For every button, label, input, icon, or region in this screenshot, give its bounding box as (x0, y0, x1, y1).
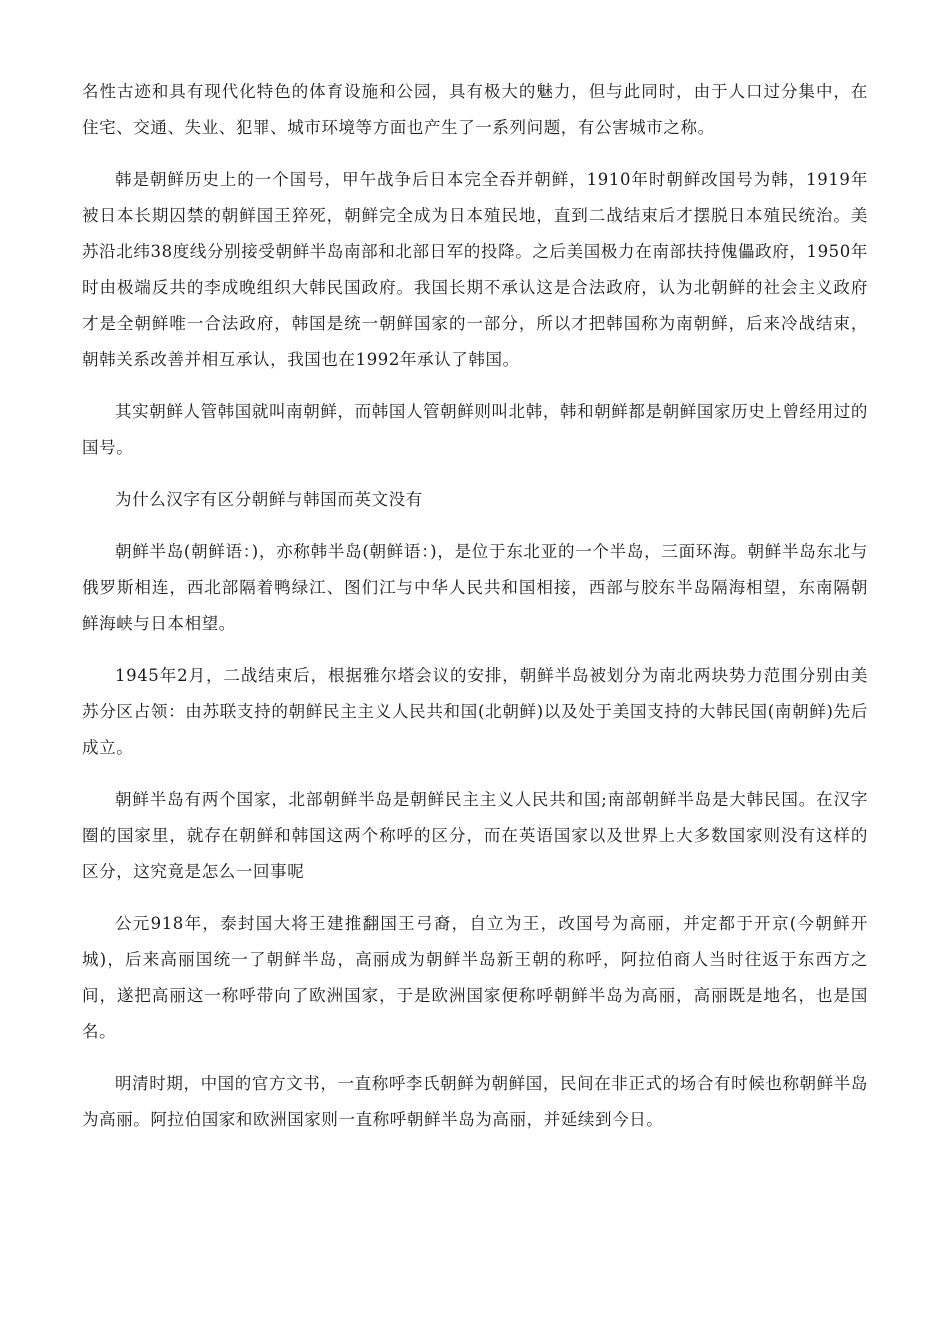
document-body (82, 74, 868, 1154)
paragraph-ming-qing: 明清时期，中国的官方文书，一直称呼李氏朝鲜为朝鲜国，民间在非正式的场合有时候也称朝鲜半岛为高丽。阿拉伯国家和欧洲国家则一直称呼朝鲜半岛为高丽，并延续到今日。 (82, 1074, 868, 1129)
paragraph-1945: 1945年2月，二战结束后，根据雅尔塔会议的安排，朝鲜半岛被划分为南北两块势力范围分别由美苏分区占领：由苏联支持的朝鲜民主主义人民共和国(北朝鲜)以及处于美国支持的大韩民国(南朝鲜)先后成立。 (82, 666, 868, 757)
paragraph-peninsula: 朝鲜半岛(朝鲜语：)，亦称韩半岛(朝鲜语：)，是位于东北亚的一个半岛，三面环海。朝鲜半岛东北与俄罗斯相连，西北部隔着鸭绿江、图们江与中华人民共和国相接，西部与胶东半岛隔海相望，东南隔朝鲜海峡与日本相望。 (82, 542, 868, 633)
paragraph-two-countries: 朝鲜半岛有两个国家，北部朝鲜半岛是朝鲜民主主义人民共和国;南部朝鲜半岛是大韩民国。在汉字圈的国家里，就存在朝鲜和韩国这两个称呼的区分，而在英语国家以及世界上大多数国家则没有这样的区分，这究竟是怎么一回事呢 (82, 790, 868, 881)
paragraph-goryeo: 公元918年，泰封国大将王建推翻国王弓裔，自立为王，改国号为高丽，并定都于开京(今朝鲜开城)，后来高丽国统一了朝鲜半岛，高丽成为朝鲜半岛新王朝的称呼，阿拉伯商人当时往返于东西方之间，遂把高丽这一称呼带向了欧洲国家，于是欧洲国家便称呼朝鲜半岛为高丽，高丽既是地名，也是国名。 (82, 914, 868, 1041)
paragraph-korea-history: 韩是朝鲜历史上的一个国号，甲午战争后日本完全吞并朝鲜，1910年时朝鲜改国号为韩，1919年被日本长期囚禁的朝鲜国王猝死，朝鲜完全成为日本殖民地，直到二战结束后才摆脱日本殖民统治。美苏沿北纬38度线分别接受朝鲜半岛南部和北部日军的投降。之后美国极力在南部扶持傀儡政府，1950年时由极端反共的李成晚组织大韩民国政府。我国长期不承认这是合法政府，认为北朝鲜的社会主义政府才是全朝鲜唯一合法政府，韩国是统一朝鲜国家的一部分，所以才把韩国称为南朝鲜，后来冷战结束，朝韩关系改善并相互承认，我国也在1992年承认了韩国。 (82, 170, 868, 369)
paragraph-continued: 名性古迹和具有现代化特色的体育设施和公园，具有极大的魅力，但与此同时，由于人口过分集中，在住宅、交通、失业、犯罪、城市环境等方面也产生了一系列问题，有公害城市之称。 (82, 82, 868, 137)
paragraph-naming: 其实朝鲜人管韩国就叫南朝鲜，而韩国人管朝鲜则叫北韩，韩和朝鲜都是朝鲜国家历史上曾经用过的国号。 (82, 402, 868, 457)
section-heading: 为什么汉字有区分朝鲜与韩国而英文没有 (115, 490, 423, 509)
